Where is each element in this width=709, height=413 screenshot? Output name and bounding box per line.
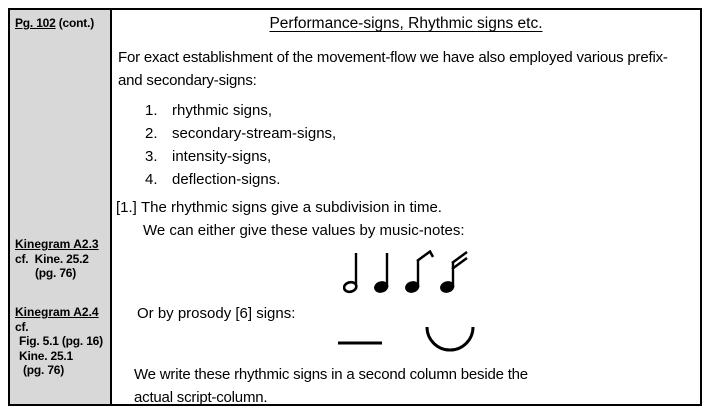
kinegram-ref-title: Kinegram A2.4 — [15, 305, 99, 319]
breve-sign-icon — [424, 324, 476, 354]
kinegram-ref-line: (pg. 76) — [23, 363, 65, 378]
list-item-number: 3. — [145, 148, 158, 165]
list-item — [145, 99, 336, 122]
list-item — [145, 145, 336, 168]
intro-paragraph: For exact establishment of the movement-flow we have also employed various prefix- and secondary-signs: — [118, 49, 668, 89]
page-title: Performance-signs, Rhythmic signs etc. — [269, 15, 543, 32]
main-content — [112, 10, 700, 404]
kinegram-ref-line: cf. — [15, 319, 29, 334]
kinegram-ref-a24 — [15, 305, 103, 378]
kinegram-ref-a23 — [15, 237, 99, 281]
kinegram-ref-line: Fig. 5.1 (pg. 16) — [19, 334, 103, 349]
sidebar — [10, 10, 112, 404]
list-item — [145, 122, 336, 145]
rhythmic-signs-paragraph — [116, 196, 465, 242]
half-note-icon — [343, 250, 369, 294]
closing-line: actual script-column. — [134, 389, 268, 406]
list-item-text: intensity-signs, — [172, 148, 272, 165]
list-item-text: rhythmic signs, — [172, 102, 273, 119]
kinegram-ref-line: (pg. 76) — [35, 266, 77, 281]
quarter-note-icon — [374, 250, 400, 294]
paragraph-line: We can either give these values by music-notes: — [143, 222, 465, 239]
closing-line: We write these rhythmic signs in a second column beside the — [134, 366, 528, 383]
kinegram-ref-line: cf. Kine. 25.2 — [15, 251, 89, 266]
closing-paragraph — [134, 363, 528, 409]
paragraph-marker: [1.] — [116, 199, 137, 216]
list-item-number: 1. — [145, 102, 158, 119]
list-item-text: secondary-stream-signs, — [172, 125, 337, 142]
page-number-suffix: (cont.) — [58, 16, 95, 30]
eighth-note-icon — [405, 250, 435, 294]
list-item-number: 4. — [145, 171, 158, 188]
list-item-number: 2. — [145, 125, 158, 142]
macron-sign-icon — [336, 340, 384, 346]
sixteenth-note-icon — [440, 250, 470, 294]
list-item-text: deflection-signs. — [172, 171, 281, 188]
document-page — [8, 8, 702, 406]
prosody-label: Or by prosody [6] signs: — [137, 305, 296, 322]
kinegram-ref-title: Kinegram A2.3 — [15, 237, 99, 251]
signs-list — [145, 99, 336, 191]
kinegram-ref-line: Kine. 25.1 — [19, 348, 74, 363]
list-item — [145, 168, 336, 191]
music-notes-figure — [112, 248, 700, 294]
paragraph-line: The rhythmic signs give a subdivision in time. — [141, 199, 442, 216]
page-reference — [15, 16, 94, 30]
prosody-signs-figure — [112, 324, 700, 354]
page-number: Pg. 102 — [15, 16, 56, 30]
